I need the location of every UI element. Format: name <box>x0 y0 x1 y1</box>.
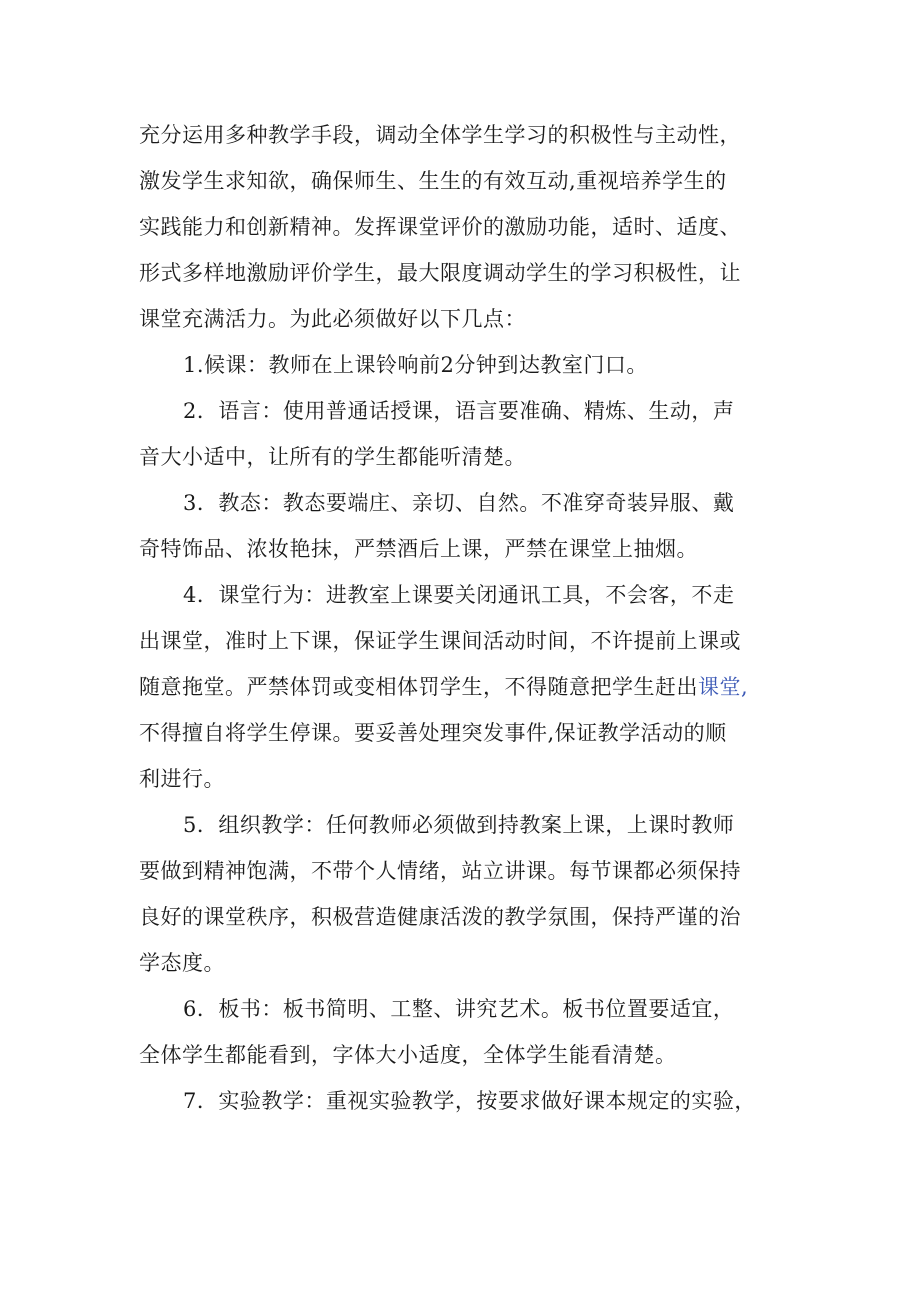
paragraph-item-4 <box>139 572 799 802</box>
text-line: 利进行。 <box>139 767 225 791</box>
text-line: 2．语言：使用普通话授课，语言要准确、精炼、生动，声 <box>183 399 735 423</box>
text-line: 充分运用多种教学手段，调动全体学生学习的积极性与主动性， <box>139 123 741 147</box>
text-line: 3．教态：教态要端庄、亲切、自然。不准穿奇装异服、戴 <box>183 491 735 515</box>
text-line: 要做到精神饱满，不带个人情绪，站立讲课。每节课都必须保持 <box>139 859 741 883</box>
paragraph-item-7 <box>139 1078 799 1124</box>
paragraph-item-5 <box>139 802 799 986</box>
document-body <box>139 112 799 1124</box>
text-line: 奇特饰品、浓妆艳抹，严禁酒后上课，严禁在课堂上抽烟。 <box>139 537 698 561</box>
text-line: 不得擅自将学生停课。要妥善处理突发事件,保证教学活动的顺 <box>139 721 727 745</box>
paragraph-item-1 <box>139 342 799 388</box>
text-segment: 随意拖堂。严禁体罚或变相体罚学生，不得随意把学生赶出 <box>139 675 698 699</box>
text-line: 音大小适中，让所有的学生都能听清楚。 <box>139 445 526 469</box>
paragraph-item-6 <box>139 986 799 1078</box>
text-line: 良好的课堂秩序，积极营造健康活泼的教学氛围，保持严谨的治 <box>139 905 741 929</box>
paragraph-item-3 <box>139 480 799 572</box>
paragraph-intro <box>139 112 799 342</box>
classroom-link[interactable]: 课堂, <box>698 675 749 699</box>
text-line: 6．板书：板书简明、工整、讲究艺术。板书位置要适宜， <box>183 997 735 1021</box>
text-line: 出课堂，准时上下课，保证学生课间活动时间，不许提前上课或 <box>139 629 741 653</box>
text-line: 7．实验教学：重视实验教学，按要求做好课本规定的实验， <box>183 1089 756 1113</box>
text-line-with-link <box>139 664 799 710</box>
paragraph-item-2 <box>139 388 799 480</box>
text-line: 5．组织教学：任何教师必须做到持教案上课，上课时教师 <box>183 813 735 837</box>
text-line: 激发学生求知欲，确保师生、生生的有效互动,重视培养学生的 <box>139 169 727 193</box>
text-line: 课堂充满活力。为此必须做好以下几点： <box>139 307 526 331</box>
text-line: 4．课堂行为：进教室上课要关闭通讯工具，不会客，不走 <box>183 583 735 607</box>
text-line: 全体学生都能看到，字体大小适度，全体学生能看清楚。 <box>139 1043 677 1067</box>
text-line: 1.候课：教师在上课铃响前2分钟到达教室门口。 <box>183 353 648 377</box>
text-line: 形式多样地激励评价学生，最大限度调动学生的学习积极性，让 <box>139 261 741 285</box>
text-line: 实践能力和创新精神。发挥课堂评价的激励功能，适时、适度、 <box>139 215 741 239</box>
text-line: 学态度。 <box>139 951 225 975</box>
